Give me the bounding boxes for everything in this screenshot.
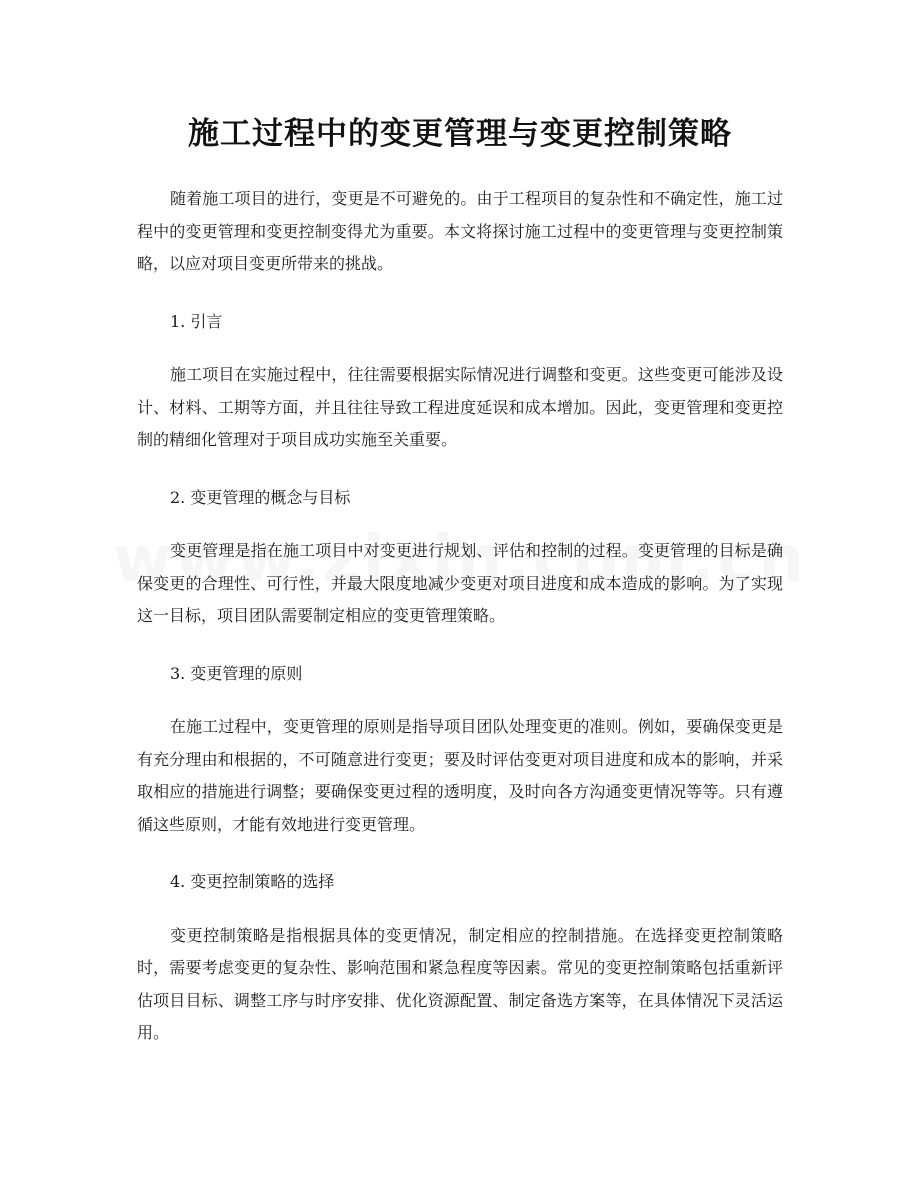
section-body-1: 施工项目在实施过程中，往往需要根据实际情况进行调整和变更。这些变更可能涉及设计、材料、工期等方面，并且往往导致工程进度延误和成本增加。因此，变更管理和变更控制的精细化管理对于项目成功实施至关重要。 <box>137 365 783 449</box>
section-body-4: 变更控制策略是指根据具体的变更情况，制定相应的控制措施。在选择变更控制策略时，需要考虑变更的复杂性、影响范围和紧急程度等因素。常见的变更控制策略包括重新评估项目目标、调整工序与时序安排、优化资源配置、制定备选方案等，在具体情况下灵活运用。 <box>137 925 783 1042</box>
document-title: 施工过程中的变更管理与变更控制策略 <box>188 116 732 152</box>
section-body-2: 变更管理是指在施工项目中对变更进行规划、评估和控制的过程。变更管理的目标是确保变更的合理性、可行性，并最大限度地减少变更对项目进度和成本造成的影响。为了实现这一目标，项目团队需要制定相应的变更管理策略。 <box>137 541 783 625</box>
document-body <box>137 183 783 1050</box>
section-heading-4: 4. 变更控制策略的选择 <box>170 872 335 891</box>
section-body-3: 在施工过程中，变更管理的原则是指导项目团队处理变更的准则。例如，要确保变更是有充分理由和根据的，不可随意进行变更；要及时评估变更对项目进度和成本的影响，并采取相应的措施进行调整；要确保变更过程的透明度，及时向各方沟通变更情况等等。只有遵循这些原则，才能有效地进行变更管理。 <box>137 717 783 834</box>
section-heading-1: 1. 引言 <box>170 311 223 331</box>
section-heading-2: 2. 变更管理的概念与目标 <box>170 487 351 507</box>
section-heading-3: 3. 变更管理的原则 <box>170 663 303 683</box>
intro-paragraph: 随着施工项目的进行，变更是不可避免的。由于工程项目的复杂性和不确定性，施工过程中的变更管理和变更控制变得尤为重要。本文将探讨施工过程中的变更管理与变更控制策略，以应对项目变更所带来的挑战。 <box>137 189 783 273</box>
